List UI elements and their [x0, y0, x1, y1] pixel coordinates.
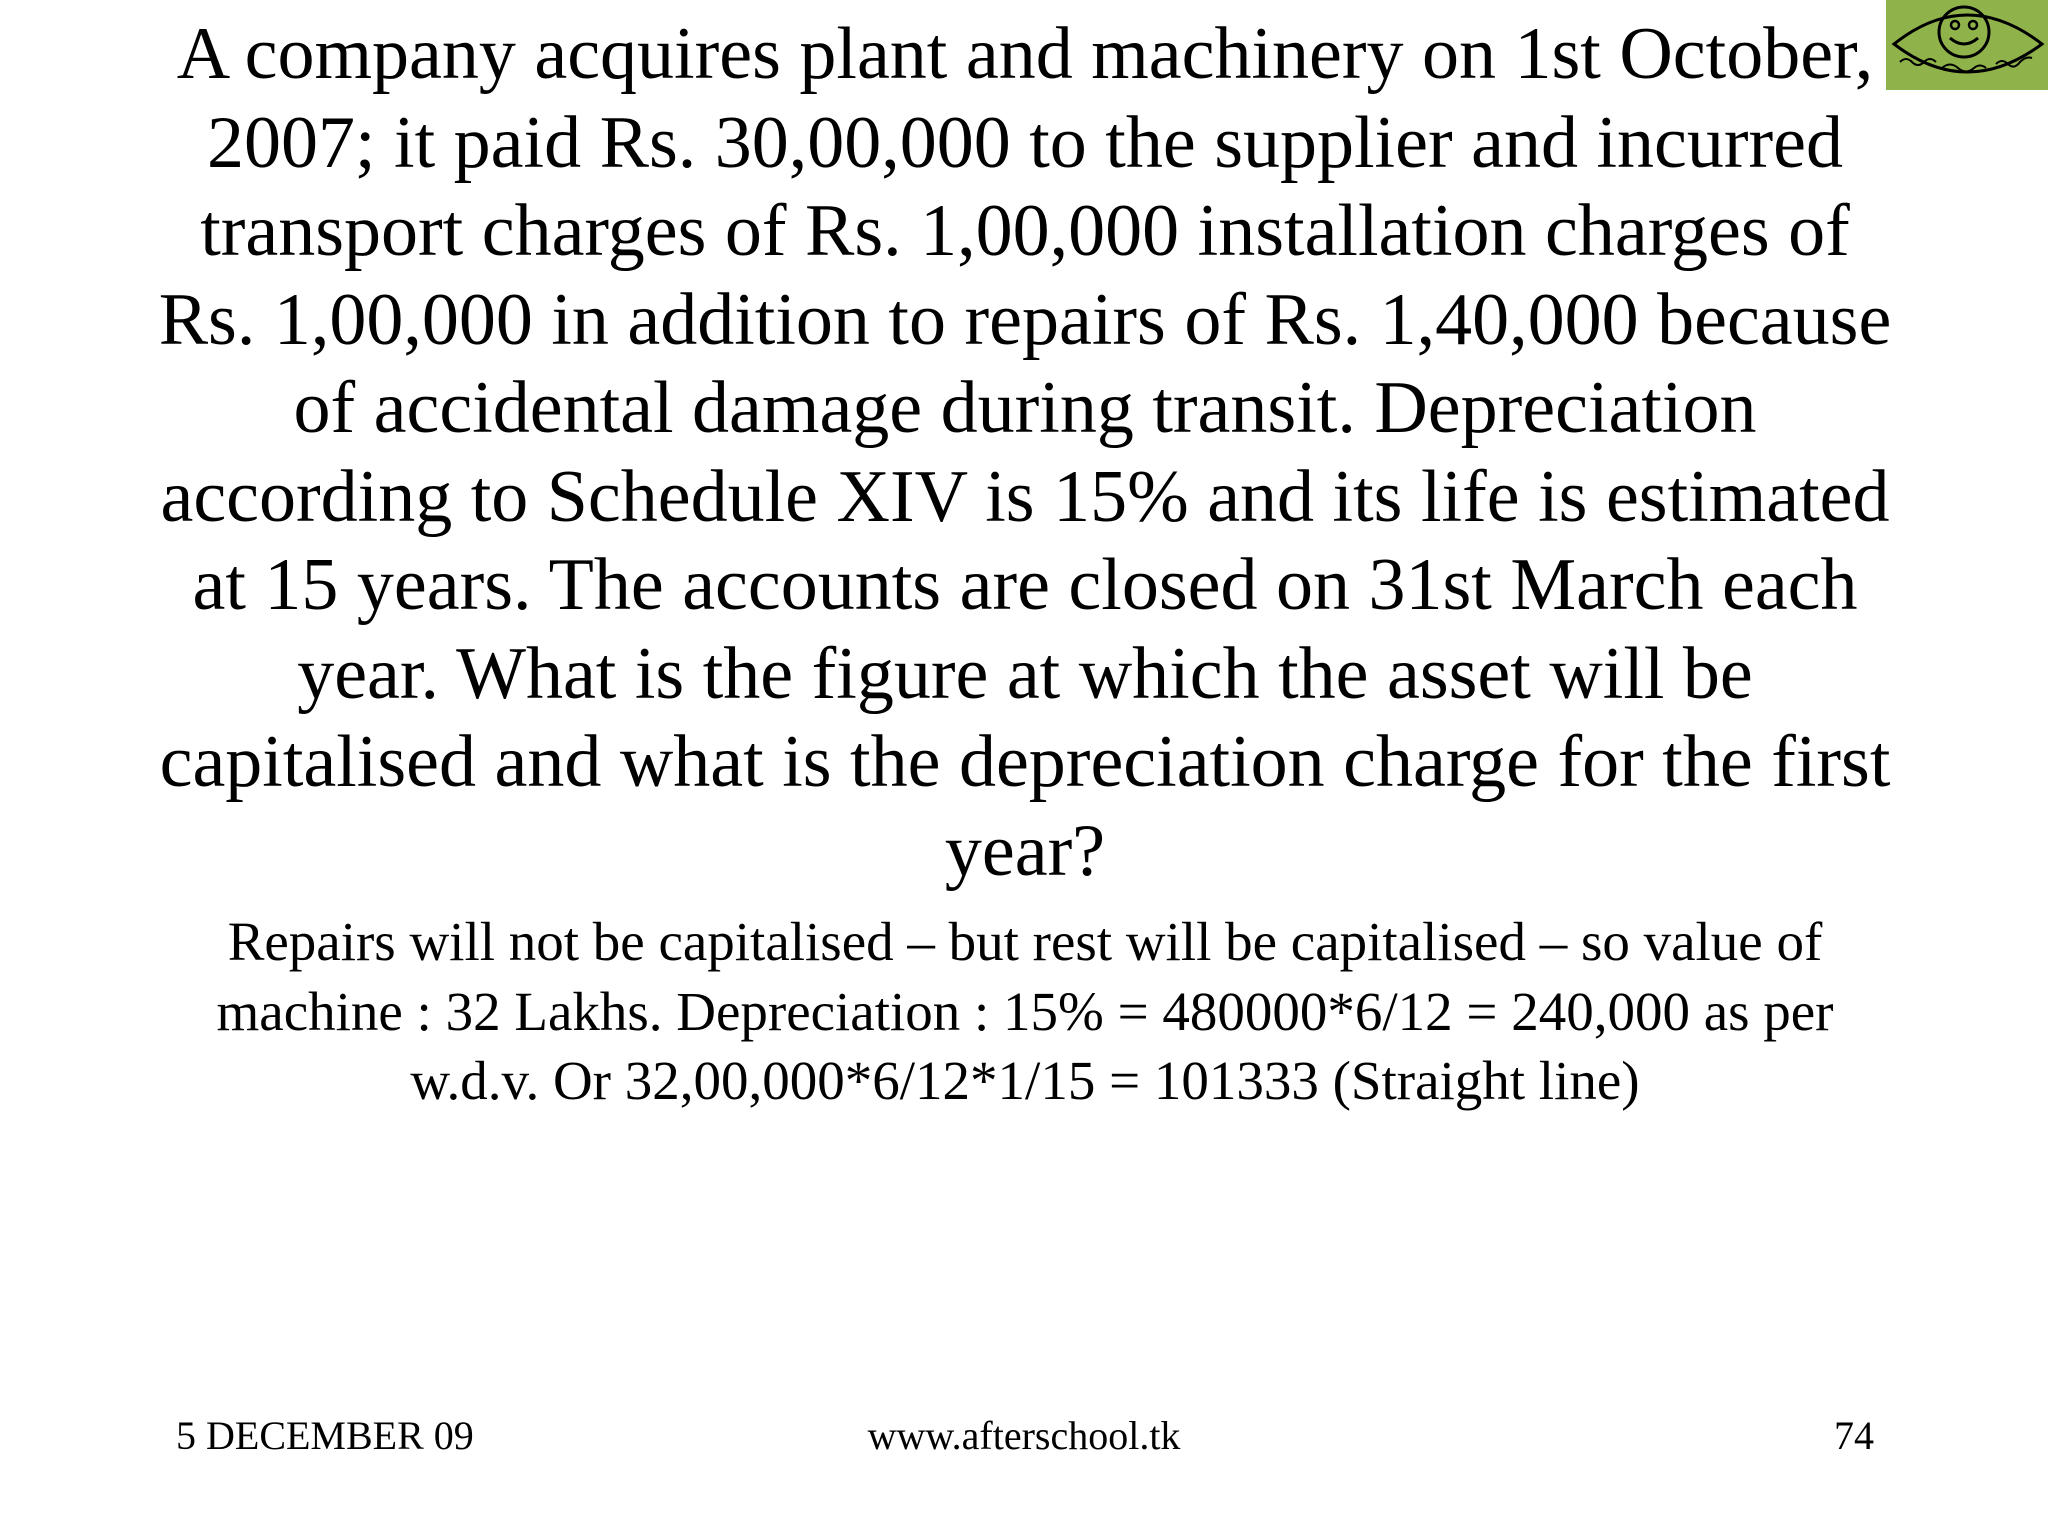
footer-date: 5 DECEMBER 09 [176, 1413, 474, 1458]
afterschool-logo [1886, 0, 2048, 90]
page-number: 74 [1834, 1413, 1874, 1458]
footer-url: www.afterschool.tk [867, 1413, 1181, 1458]
smiley-eye-logo-icon [1886, 0, 2048, 90]
answer-text: Repairs will not be capitalised – but rest will be capitalised – so value of machine : 32 Lakhs. Depreciation : 15% = 480000*6/12 = 240,000 as per w.d.v. Or 32,00,000*6/12*1/15 = 101333 (Straight line) [216, 911, 1834, 1111]
question-text: A company acquires plant and machinery on 1st October, 2007; it paid Rs. 30,00,000 to the supplier and incurred transport charges of Rs. 1,00,000 installation charges of Rs. 1,00,000 in addition to repairs of Rs. 1,40,000 because of accidental damage during transit. Depreciation according to Schedule XIV is 15% and its life is estimated at 15 years. The accounts are closed on 31st March each year. What is the figure at which the asset will be capitalised and what is the depreciation charge for the first year? [158, 13, 1892, 892]
